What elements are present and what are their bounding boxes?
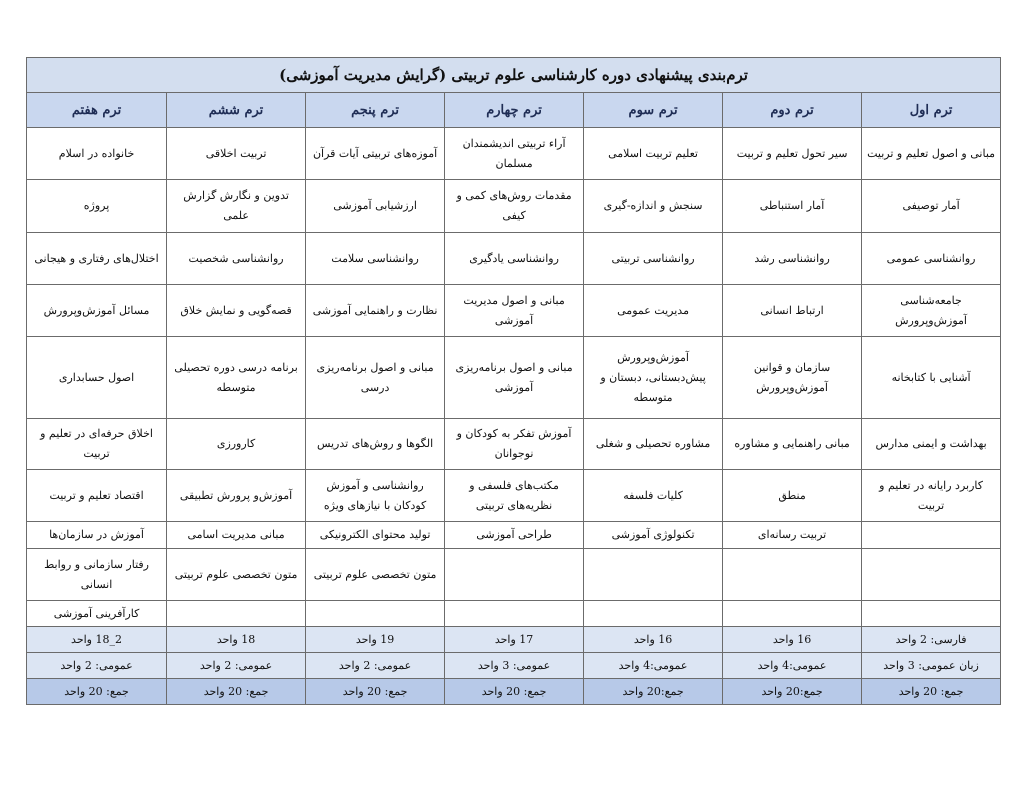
- course-plan-table: [26, 57, 1001, 705]
- summary-cell: فارسی: 2 واحد: [862, 627, 1001, 653]
- total-units-row: [27, 679, 1001, 705]
- course-cell: کلیات فلسفه: [584, 470, 723, 522]
- summary-cell: جمع:20 واحد: [723, 679, 862, 705]
- summary-cell: 19 واحد: [306, 627, 445, 653]
- course-cell: [306, 601, 445, 627]
- course-cell: کارورزی: [167, 419, 306, 470]
- summary-cell: 17 واحد: [445, 627, 584, 653]
- table-row: [27, 128, 1001, 180]
- course-cell: طراحی آموزشی: [445, 522, 584, 549]
- course-cell: کارآفرینی آموزشی: [27, 601, 167, 627]
- course-cell: اخلاق حرفه‌ای در تعلیم و تربیت: [27, 419, 167, 470]
- summary-cell: عمومی: 2 واحد: [306, 653, 445, 679]
- course-cell: آموزش‌وپرورش پیش‌دبستانی، دبستان و متوسطه: [584, 337, 723, 419]
- table-row: [27, 180, 1001, 233]
- course-cell: آموزه‌های تربیتی آیات قرآن: [306, 128, 445, 180]
- course-cell: اصول حسابداری: [27, 337, 167, 419]
- units-row: [27, 627, 1001, 653]
- course-cell: متون تخصصی علوم تربیتی: [167, 549, 306, 601]
- course-cell: روانشناسی عمومی: [862, 233, 1001, 285]
- unit-summary-rows: [27, 627, 1001, 705]
- course-cell: بهداشت و ایمنی مدارس: [862, 419, 1001, 470]
- summary-cell: جمع: 20 واحد: [27, 679, 167, 705]
- course-cell: برنامه درسی دوره تحصیلی متوسطه: [167, 337, 306, 419]
- summary-cell: جمع: 20 واحد: [445, 679, 584, 705]
- course-cell: منطق: [723, 470, 862, 522]
- course-cell: مبانی و اصول مدیریت آموزشی: [445, 285, 584, 337]
- course-cell: [862, 522, 1001, 549]
- summary-cell: 16 واحد: [723, 627, 862, 653]
- course-cell: تربیت رسانه‌ای: [723, 522, 862, 549]
- course-cell: مکتب‌های فلسفی و نظریه‌های تربیتی: [445, 470, 584, 522]
- summary-cell: عمومی:4 واحد: [584, 653, 723, 679]
- course-cell: مبانی راهنمایی و مشاوره: [723, 419, 862, 470]
- course-cell: [723, 601, 862, 627]
- course-cell: تعلیم تربیت اسلامی: [584, 128, 723, 180]
- course-cell: آشنایی با کتابخانه: [862, 337, 1001, 419]
- course-cell: [723, 549, 862, 601]
- course-cell: مبانی مدیریت اسامی: [167, 522, 306, 549]
- course-cell: [584, 549, 723, 601]
- course-cell: آموزش تفکر به کودکان و نوجوانان: [445, 419, 584, 470]
- course-cell: روانشناسی شخصیت: [167, 233, 306, 285]
- table-row: [27, 285, 1001, 337]
- summary-cell: جمع: 20 واحد: [862, 679, 1001, 705]
- course-cell: اقتصاد تعلیم و تربیت: [27, 470, 167, 522]
- semester-header: ترم سوم: [584, 93, 723, 128]
- course-cell: روانشناسی یادگیری: [445, 233, 584, 285]
- course-cell: خانواده در اسلام: [27, 128, 167, 180]
- course-cell: نظارت و راهنمایی آموزشی: [306, 285, 445, 337]
- course-cell: آمار استنباطی: [723, 180, 862, 233]
- course-cell: کاربرد رایانه در تعلیم و تربیت: [862, 470, 1001, 522]
- course-cell: الگوها و روش‌های تدریس: [306, 419, 445, 470]
- summary-cell: عمومی:4 واحد: [723, 653, 862, 679]
- course-cell: تدوین و نگارش گزارش علمی: [167, 180, 306, 233]
- course-cell: روانشناسی تربیتی: [584, 233, 723, 285]
- summary-cell: جمع:20 واحد: [584, 679, 723, 705]
- course-rows: [27, 128, 1001, 627]
- semester-header: ترم پنجم: [306, 93, 445, 128]
- course-cell: روانشناسی سلامت: [306, 233, 445, 285]
- course-cell: ارتباط انسانی: [723, 285, 862, 337]
- course-cell: سنجش و اندازه-گیری: [584, 180, 723, 233]
- summary-cell: جمع: 20 واحد: [306, 679, 445, 705]
- semester-header: ترم چهارم: [445, 93, 584, 128]
- semester-header: ترم ششم: [167, 93, 306, 128]
- course-cell: آموزش در سازمان‌ها: [27, 522, 167, 549]
- course-cell: [584, 601, 723, 627]
- table-row: [27, 601, 1001, 627]
- course-cell: تکنولوژی آموزشی: [584, 522, 723, 549]
- course-cell: تولید محتوای الکترونیکی: [306, 522, 445, 549]
- course-cell: آمار توصیفی: [862, 180, 1001, 233]
- course-cell: [862, 549, 1001, 601]
- course-cell: جامعه‌شناسی آموزش‌وپرورش: [862, 285, 1001, 337]
- semester-header: ترم اول: [862, 93, 1001, 128]
- semester-header-row: [27, 93, 1001, 128]
- course-cell: [445, 549, 584, 601]
- course-cell: روانشناسی رشد: [723, 233, 862, 285]
- course-cell: مسائل آموزش‌وپرورش: [27, 285, 167, 337]
- summary-cell: جمع: 20 واحد: [167, 679, 306, 705]
- course-cell: سیر تحول تعلیم و تربیت: [723, 128, 862, 180]
- course-cell: [445, 601, 584, 627]
- course-cell: مشاوره تحصیلی و شغلی: [584, 419, 723, 470]
- semester-header: ترم دوم: [723, 93, 862, 128]
- course-cell: پروژه: [27, 180, 167, 233]
- course-cell: مبانی و اصول برنامه‌ریزی درسی: [306, 337, 445, 419]
- course-cell: مبانی و اصول تعلیم و تربیت: [862, 128, 1001, 180]
- table-title: ترم‌بندی پیشنهادی دوره کارشناسی علوم تربیتی (گرایش مدیریت آموزشی): [27, 58, 1001, 93]
- general-units-row: [27, 653, 1001, 679]
- course-cell: [862, 601, 1001, 627]
- course-cell: مبانی و اصول برنامه‌ریزی آموزشی: [445, 337, 584, 419]
- course-cell: مقدمات روش‌های کمی و کیفی: [445, 180, 584, 233]
- summary-cell: عمومی: 2 واحد: [27, 653, 167, 679]
- course-cell: روانشناسی و آموزش کودکان با نیازهای ویژه: [306, 470, 445, 522]
- course-cell: قصه‌گویی و نمایش خلاق: [167, 285, 306, 337]
- table-row: [27, 337, 1001, 419]
- summary-cell: 16 واحد: [584, 627, 723, 653]
- table-row: [27, 522, 1001, 549]
- course-cell: آراء تربیتی اندیشمندان مسلمان: [445, 128, 584, 180]
- table-row: [27, 470, 1001, 522]
- course-cell: تربیت اخلاقی: [167, 128, 306, 180]
- table-row: [27, 419, 1001, 470]
- course-cell: ارزشیابی آموزشی: [306, 180, 445, 233]
- summary-cell: زبان عمومی: 3 واحد: [862, 653, 1001, 679]
- course-cell: اختلال‌های رفتاری و هیجانی: [27, 233, 167, 285]
- course-cell: رفتار سازمانی و روابط انسانی: [27, 549, 167, 601]
- semester-header: ترم هفتم: [27, 93, 167, 128]
- course-cell: سازمان و قوانین آموزش‌وپرورش: [723, 337, 862, 419]
- table-row: [27, 233, 1001, 285]
- course-cell: متون تخصصی علوم تربیتی: [306, 549, 445, 601]
- course-cell: مدیریت عمومی: [584, 285, 723, 337]
- summary-cell: 18 واحد: [167, 627, 306, 653]
- table-row: [27, 549, 1001, 601]
- summary-cell: 2_18 واحد: [27, 627, 167, 653]
- summary-cell: عمومی: 2 واحد: [167, 653, 306, 679]
- course-cell: [167, 601, 306, 627]
- summary-cell: عمومی: 3 واحد: [445, 653, 584, 679]
- course-cell: آموزش‌و پرورش تطبیقی: [167, 470, 306, 522]
